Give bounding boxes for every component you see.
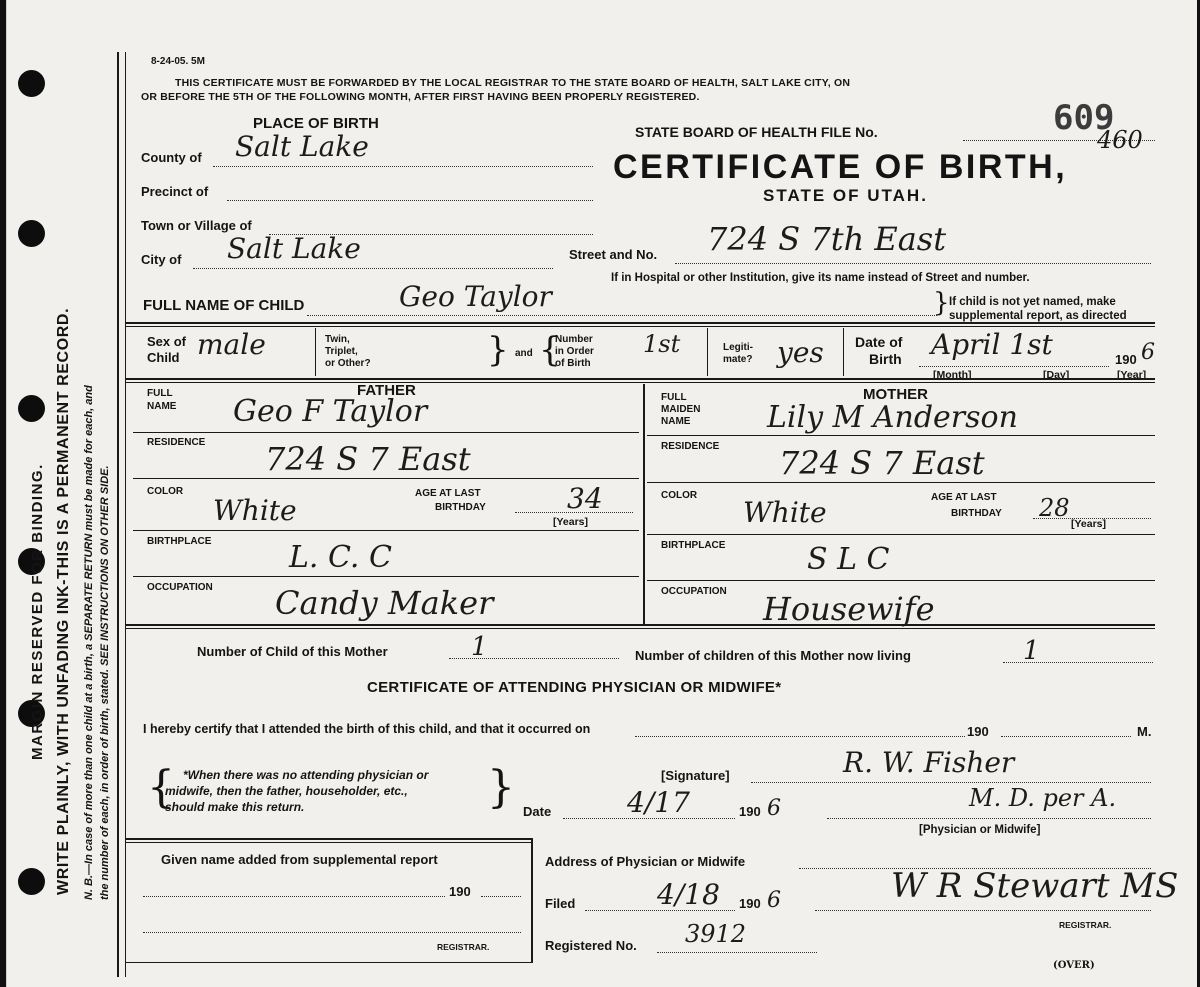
father-full-label-2: NAME — [147, 401, 177, 412]
over-label: (OVER) — [1053, 960, 1095, 971]
nb-note-line1: N. B.—In case of more than one child at a birth, a SEPARATE RETURN must be made for each, and — [83, 385, 95, 900]
twin-label-3: or Other? — [325, 358, 371, 369]
legit-value: yes — [777, 336, 824, 369]
father-residence-value: 724 S 7 East — [265, 440, 471, 478]
no-physician-note-2: midwife, then the father, householder, etc., — [165, 784, 408, 798]
no-physician-note-3: should make this return. — [165, 800, 305, 814]
child-name-value: Geo Taylor — [399, 280, 552, 313]
no-physician-note-1: *When there was no attending physician or — [183, 768, 429, 782]
file-number-stamped: 609 — [1053, 98, 1115, 138]
margin-binding-text: MARGIN RESERVED FOR BINDING. — [29, 463, 46, 760]
dob-year-printed: 190 — [1115, 352, 1137, 367]
mother-full-label-3: NAME — [661, 416, 691, 427]
registrar-label: REGISTRAR. — [1059, 920, 1112, 930]
father-age-label-1: AGE AT LAST — [415, 488, 481, 499]
file-number-handwritten: 460 — [1097, 126, 1143, 154]
twin-label-1: Twin, — [325, 334, 350, 345]
sex-label-2: Child — [147, 350, 180, 365]
mother-age-label-2: BIRTHDAY — [951, 508, 1002, 519]
order-label-2: in Order — [555, 346, 594, 357]
day-label: [Day] — [1043, 369, 1070, 381]
order-label-1: Number — [555, 334, 593, 345]
file-number-label: STATE BOARD OF HEALTH FILE No. — [635, 124, 878, 140]
physician-midwife-label: [Physician or Midwife] — [919, 824, 1041, 836]
street-label: Street and No. — [569, 247, 658, 262]
date-year-digit: 6 — [767, 796, 781, 821]
header-line-2: OR BEFORE THE 5TH OF THE FOLLOWING MONTH, AFTER FIRST HAVING BEEN PROPERLY REGISTERED. — [141, 91, 700, 103]
filed-year-digit: 6 — [767, 888, 781, 913]
binding-hole-6 — [18, 868, 45, 895]
child-number-value: 1 — [471, 632, 488, 662]
registered-value: 3912 — [685, 920, 747, 948]
child-name-label: FULL NAME OF CHILD — [143, 297, 305, 314]
mother-residence-label: RESIDENCE — [661, 441, 720, 452]
unnamed-note-1: If child is not yet named, make — [949, 296, 1116, 308]
registrar-signature: W R Stewart MS — [891, 866, 1179, 906]
mother-color-label: COLOR — [661, 490, 698, 501]
city-label: City of — [141, 252, 182, 267]
mother-occupation-label: OCCUPATION — [661, 586, 727, 597]
father-birthplace-value: L. C. C — [289, 540, 392, 575]
county-label: County of — [141, 150, 202, 165]
father-full-label-1: FULL — [147, 388, 173, 399]
supplemental-title: Given name added from supplemental report — [161, 852, 438, 867]
mother-birthplace-value: S L C — [807, 542, 890, 577]
mother-age-value: 28 — [1039, 494, 1070, 522]
dob-value: April 1st — [931, 328, 1053, 361]
mother-full-label-1: FULL — [661, 392, 687, 403]
mother-name-value: Lily M Anderson — [767, 400, 1018, 435]
sex-label-1: Sex of — [147, 334, 187, 349]
registered-label: Registered No. — [545, 938, 637, 953]
date-year: 190 — [739, 804, 761, 819]
frame-left-outer — [117, 52, 119, 977]
order-value: 1st — [643, 330, 681, 358]
mother-birthplace-label: BIRTHPLACE — [661, 540, 726, 551]
filed-label: Filed — [545, 896, 576, 911]
date-label: Date — [523, 804, 552, 819]
signature-line-2: M. D. per A. — [969, 784, 1117, 812]
county-value: Salt Lake — [235, 130, 369, 163]
mother-residence-value: 724 S 7 East — [779, 444, 985, 482]
child-number-label: Number of Child of this Mother — [197, 644, 388, 659]
city-value: Salt Lake — [227, 232, 361, 265]
living-value: 1 — [1023, 636, 1040, 666]
sex-value: male — [197, 328, 266, 361]
supplemental-registrar: REGISTRAR. — [437, 942, 490, 952]
form-code: 8-24-05. 5M — [151, 56, 205, 67]
father-residence-label: RESIDENCE — [147, 437, 206, 448]
father-color-label: COLOR — [147, 486, 184, 497]
certify-m: M. — [1137, 724, 1152, 739]
binding-hole-2 — [18, 220, 45, 247]
legit-label-2: mate? — [723, 354, 753, 365]
mother-color-value: White — [743, 496, 827, 529]
twin-label-2: Triplet, — [325, 346, 358, 357]
write-plainly-text: WRITE PLAINLY, WITH UNFADING INK-THIS IS A PERMANENT RECORD. — [55, 307, 72, 895]
filed-value: 4/18 — [657, 878, 720, 911]
year-label: [Year] — [1117, 369, 1147, 381]
address-label: Address of Physician or Midwife — [545, 854, 746, 869]
dob-label-2: Birth — [869, 351, 902, 367]
place-of-birth-title: PLACE OF BIRTH — [253, 115, 379, 132]
street-value: 724 S 7th East — [707, 220, 947, 258]
mother-heading: MOTHER — [863, 386, 928, 403]
supplemental-year: 190 — [449, 884, 471, 899]
precinct-label: Precinct of — [141, 184, 209, 199]
mother-full-label-2: MAIDEN — [661, 404, 701, 415]
hospital-note: If in Hospital or other Institution, give its name instead of Street and number. — [611, 272, 1030, 284]
living-label: Number of children of this Mother now living — [635, 648, 911, 663]
certify-year: 190 — [967, 724, 989, 739]
date-value: 4/17 — [627, 786, 690, 819]
order-label-3: of Birth — [555, 358, 591, 369]
father-occupation-label: OCCUPATION — [147, 582, 213, 593]
father-age-label-2: BIRTHDAY — [435, 502, 486, 513]
binding-hole-3 — [18, 395, 45, 422]
unnamed-note-2: supplemental report, as directed — [949, 310, 1127, 322]
certificate-page: MARGIN RESERVED FOR BINDING. WRITE PLAINLY, WITH UNFADING INK-THIS IS A PERMANENT RECORD. N. B.—In case of more than one child at a birth, a SEPARATE RETURN must be made for each, and the number of each, in order of birth, stated. SEE INSTRUCTIONS ON OTHER SIDE. 8-24-05. 5M THIS CERTIFICATE MUST BE FORWARDED BY THE LOCAL REGISTRAR TO THE STATE BOARD OF HEALTH, SALT LAKE CITY, ON OR BEFORE THE 5TH OF THE FOLLOWING MONTH, AFTER FIRST HAVING BEEN PROPERLY REGISTERED. PLACE OF BIRTH County of Salt Lake Precinct of Town or Village of City of Salt Lake Street and No. 724 S 7th East If in Hospital or other Institution, give its name instead of Street and number. STATE BOARD OF HEALTH FILE No. 609 460 CERTIFICATE OF BIRTH, STATE OF UTAH. FULL NAME OF CHILD Geo Taylor } If child is not yet named, make supplemental report, as directed Sex of Child male Twin, Triplet, or Other? } and { Number in Order of Birth 1st Legiti- mate? yes Date of Birth April 1st 190 6 [Month] [Day] [Year] FATHER FULL NAME Geo F Taylor RESIDENCE 724 S 7 East COLOR White AGE AT LAST BIRTHDAY 34 [Years] BIRTHPLACE L. C. C OCCUPATION Candy Maker MOTHER FULL MAIDEN NAME Lily M Anderson RESIDENCE 724 S 7 East COLOR White AGE AT LAST BIRTHDAY 28 [Years] BIRTHPLACE S L C OCCUPATION Housewife Number of Child of this Mother 1 Number of children of this Mother now living 1 CERTIFICATE OF ATTENDING PHYSICIAN OR MIDWIFE* I hereby certify that I attended the birth of this child, and that it occurred on 190 M. { *When there was no attending physician or midwife, then the father, householder, etc., should make this return. } [Signature] R. W. Fisher Date 4/17 190 6 M. D. per A. [Physician or Midwife] Given name added from supplemental report 190 REGISTRAR. Address of Physician or Midwife Filed 4/18 190 6 W R Stewart MS REGISTRAR. Registered No. 3912 (OVER) — [6, 0, 1197, 987]
nb-note-line2: the number of each, in order of birth, stated. SEE INSTRUCTIONS ON OTHER SIDE. — [99, 465, 111, 900]
signature-value: R. W. Fisher — [843, 746, 1015, 779]
binding-hole-1 — [18, 70, 45, 97]
dob-label-1: Date of — [855, 334, 903, 350]
dob-year-digit: 6 — [1141, 340, 1155, 365]
header-line-1: THIS CERTIFICATE MUST BE FORWARDED BY THE LOCAL REGISTRAR TO THE STATE BOARD OF HEALTH, SALT LAKE CITY, ON — [175, 77, 851, 89]
legit-label-1: Legiti- — [723, 342, 753, 353]
father-age-value: 34 — [567, 482, 603, 515]
certify-text: I hereby certify that I attended the birth of this child, and that it occurred on — [143, 722, 591, 736]
father-occupation-value: Candy Maker — [275, 584, 494, 622]
physician-heading: CERTIFICATE OF ATTENDING PHYSICIAN OR MIDWIFE* — [367, 679, 782, 696]
father-birthplace-label: BIRTHPLACE — [147, 536, 212, 547]
town-label: Town or Village of — [141, 218, 252, 233]
filed-year: 190 — [739, 896, 761, 911]
father-color-value: White — [213, 494, 297, 527]
certificate-title: CERTIFICATE OF BIRTH, — [613, 148, 1068, 186]
mother-age-label-1: AGE AT LAST — [931, 492, 997, 503]
month-label: [Month] — [933, 369, 972, 381]
state-label: STATE OF UTAH. — [763, 186, 928, 205]
signature-label: [Signature] — [661, 768, 730, 783]
father-name-value: Geo F Taylor — [233, 394, 428, 429]
father-heading: FATHER — [357, 382, 416, 399]
father-years-label: [Years] — [553, 516, 589, 528]
mother-years-label: [Years] — [1071, 518, 1107, 530]
and-label: and — [515, 348, 533, 359]
mother-occupation-value: Housewife — [763, 590, 935, 628]
